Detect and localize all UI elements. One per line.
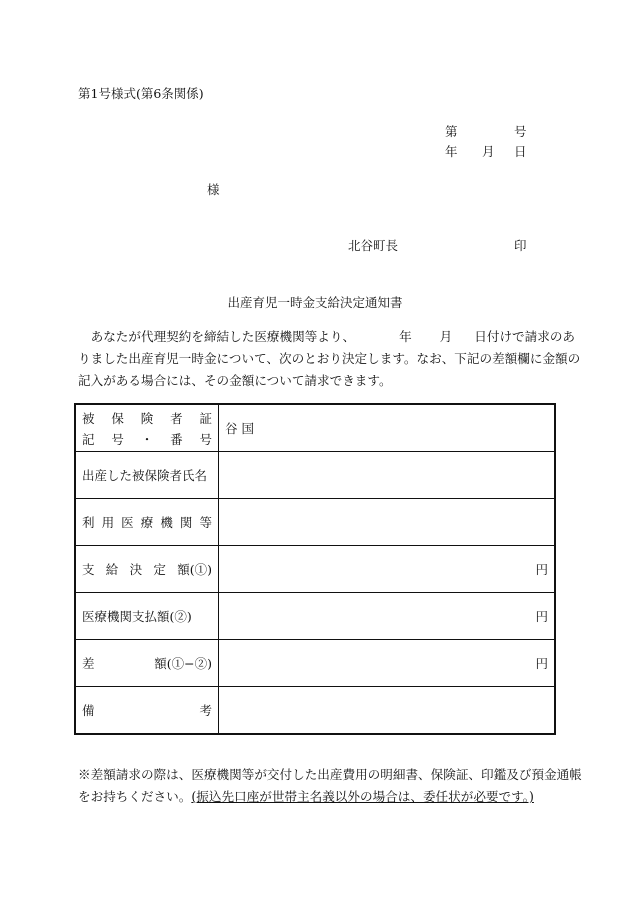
date-month-label: 月 [482,144,495,159]
label-text: 出産した被保険者氏名 [82,468,208,483]
label-char: 証 [199,410,212,426]
insured-name-label [75,452,219,499]
form-number: 第1号様式(第6条関係) [78,86,204,101]
label-char: 利 [82,515,95,530]
label-char: 関 [179,515,193,530]
issuer-name: 北谷町長 [348,238,399,253]
body-text: あなたが代理契約を締結した医療機関等より、 [90,329,356,344]
footer-note-line-2 [78,786,534,805]
yen-unit: 円 [535,656,548,671]
payment-decision-amount-value[interactable] [219,546,556,593]
body-year-label: 年 [399,329,412,344]
table-row [75,593,555,640]
label-char: 保 [111,410,124,426]
label-char: 用 [101,515,115,530]
label-char: ・ [140,431,154,447]
insured-name-value[interactable] [219,452,556,499]
label-char: 給 [105,562,119,577]
field-value: 谷 国 [225,421,254,436]
payment-decision-amount-label [75,546,219,593]
label-char: 定 [153,562,166,577]
seal-mark: 印 [514,238,527,253]
footer-note-underlined: (振込先口座が世帯主名義以外の場合は、委任状が必要です。) [191,789,534,804]
institution-payment-amount-label [75,593,219,640]
label-char: 等 [199,515,212,530]
label-char: 額(①) [177,562,212,577]
label-char: 記 [82,431,95,447]
label-char: 療 [140,515,154,530]
remarks-label [75,687,219,735]
label-char: 号 [111,431,124,447]
addressee-honorific: 様 [207,182,220,197]
difference-amount-label [75,640,219,687]
label-char: 険 [140,410,154,426]
document-number-suffix: 号 [514,124,527,139]
document-title: 出産育児一時金支給決定通知書 [227,295,403,310]
label-char: 考 [199,703,212,718]
table-row [75,404,555,452]
notice-table [74,403,556,735]
institution-payment-amount-value[interactable] [219,593,556,640]
yen-unit: 円 [535,562,548,577]
label-char: 機 [160,515,173,530]
table-row [75,499,555,546]
footer-note-line-1: ※差額請求の際は、医療機関等が交付した出産費用の明細書、保険証、印鑑及び預金通帳 [78,767,582,782]
label-char: 差 [82,656,95,671]
table-row [75,546,555,593]
label-char: 被 [82,410,95,426]
body-month-label: 月 [439,329,453,344]
document-number-prefix: 第 [445,124,458,139]
insurance-card-label [75,404,219,452]
label-char: 額(①−②) [154,656,212,671]
insurance-card-value[interactable] [219,404,556,452]
date-year-label: 年 [445,144,458,159]
medical-institution-value[interactable] [219,499,556,546]
label-char: 医 [121,515,134,530]
body-text: 日付けで請求のあ [474,329,575,344]
footer-note-text: をお持ちください。 [78,789,192,804]
difference-amount-value[interactable] [219,640,556,687]
label-char: 決 [129,562,143,577]
date-day-label: 日 [514,144,527,159]
body-line-2: りました出産育児一時金について、次のとおり決定します。なお、下記の差額欄に金額の [78,351,581,366]
table-row [75,640,555,687]
label-char: 番 [170,431,183,447]
remarks-value[interactable] [219,687,556,735]
table-row [75,452,555,499]
body-line-3: 記入がある場合には、その金額について請求できます。 [78,373,392,388]
medical-institution-label [75,499,219,546]
table-row [75,687,555,735]
label-text: 医療機関支払額(②) [82,609,192,624]
body-line-1 [78,326,575,345]
yen-unit: 円 [535,609,548,624]
label-char: 号 [199,431,212,447]
label-char: 備 [82,703,95,718]
label-char: 支 [82,562,95,577]
label-char: 者 [170,410,183,426]
